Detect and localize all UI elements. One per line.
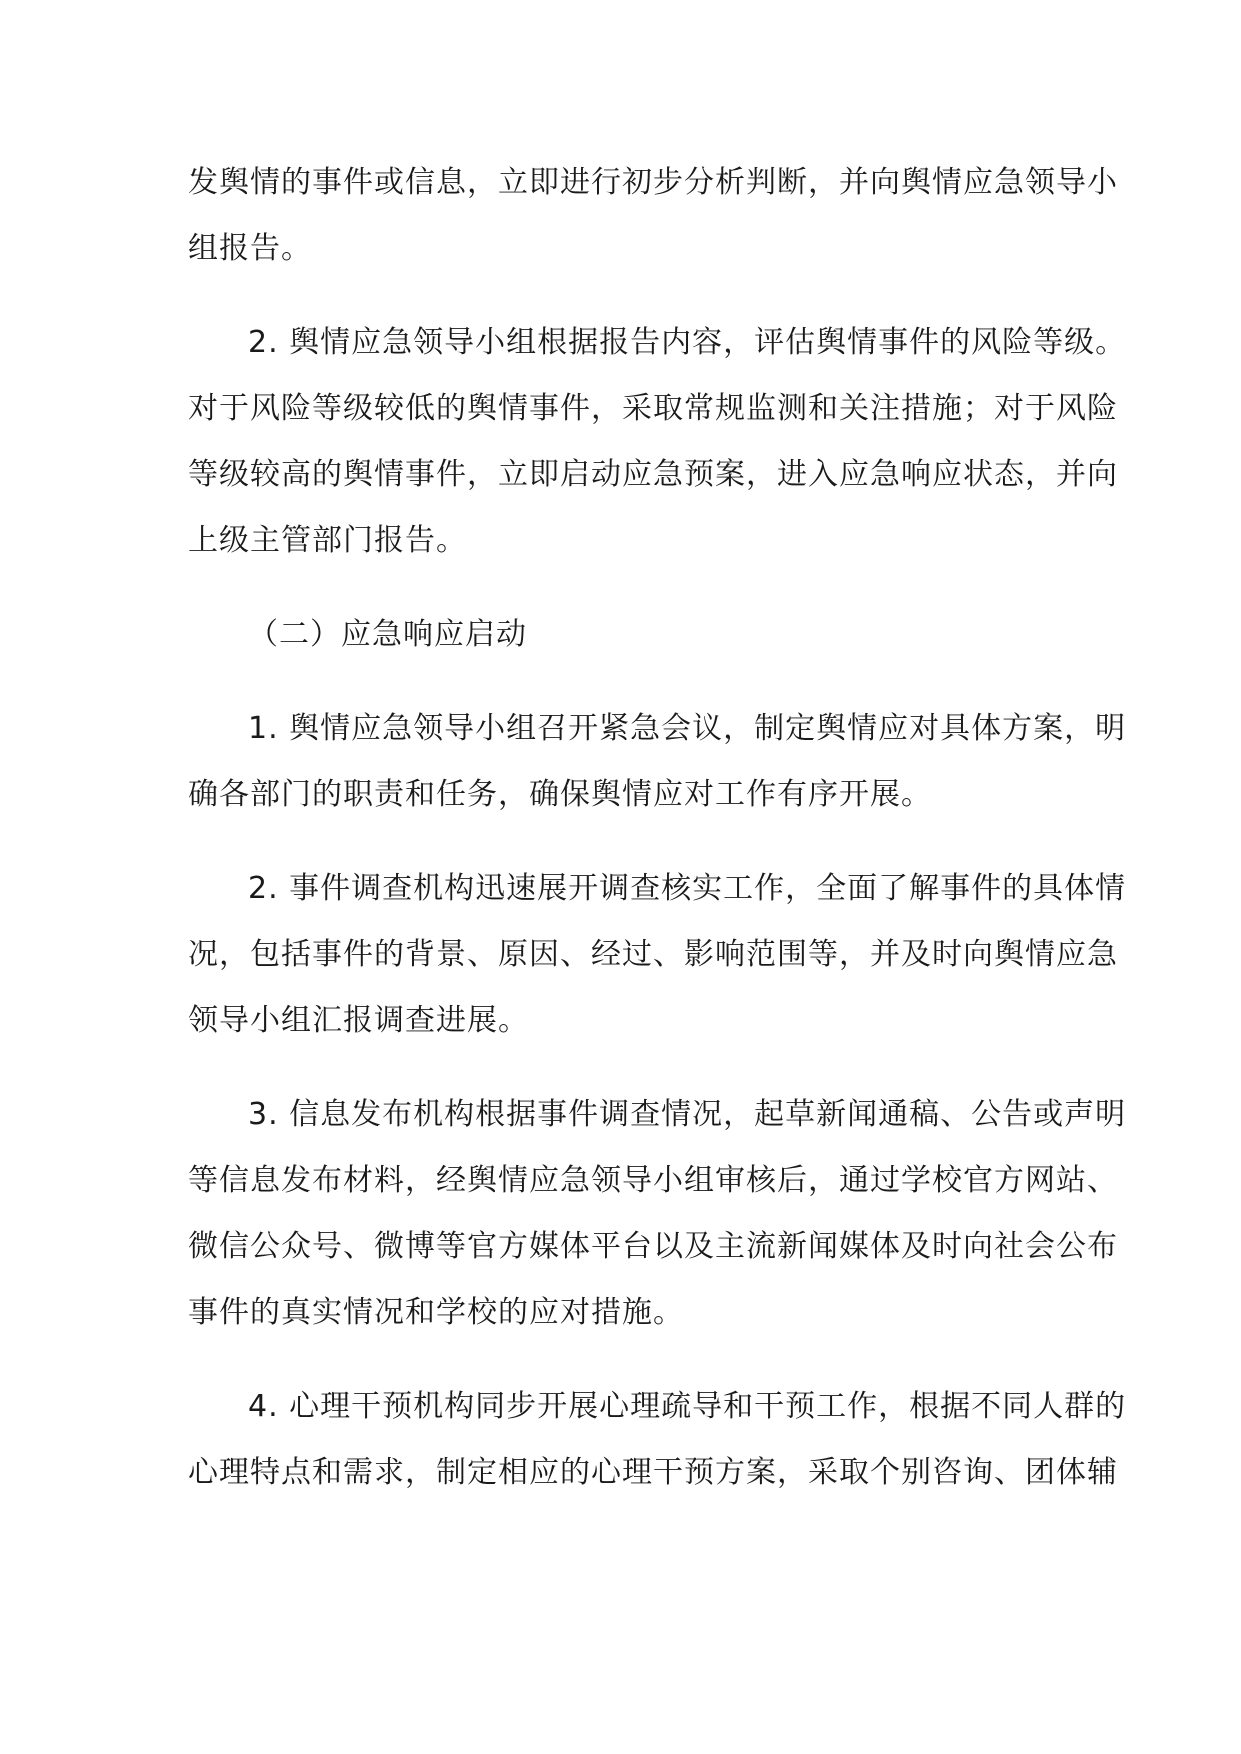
text-line: 上级主管部门报告。 [188, 523, 467, 558]
text-line: 况，包括事件的背景、原因、经过、影响范围等，并及时向舆情应急 [188, 937, 1118, 972]
paragraph-item-3-information-release [188, 1082, 1127, 1346]
text-line: 3. 信息发布机构根据事件调查情况，起草新闻通稿、公告或声明 [248, 1097, 1127, 1132]
text-line: 领导小组汇报调查进展。 [188, 1003, 529, 1038]
text-line: 对于风险等级较低的舆情事件，采取常规监测和关注措施；对于风险 [188, 391, 1118, 426]
text-line: 2. 事件调查机构迅速展开调查核实工作，全面了解事件的具体情 [248, 871, 1127, 906]
paragraph-item-2-investigation [188, 856, 1127, 1054]
text-line: 等信息发布材料，经舆情应急领导小组审核后，通过学校官方网站、 [188, 1163, 1118, 1198]
paragraph-item-4-psychological-intervention [188, 1374, 1127, 1506]
section-heading [188, 602, 1052, 668]
text-line: 组报告。 [188, 231, 312, 266]
heading-line: （二）应急响应启动 [248, 617, 527, 652]
text-line: 事件的真实情况和学校的应对措施。 [188, 1295, 684, 1330]
text-line: 等级较高的舆情事件，立即启动应急预案，进入应急响应状态，并向 [188, 457, 1118, 492]
text-line: 微信公众号、微博等官方媒体平台以及主流新闻媒体及时向社会公布 [188, 1229, 1118, 1264]
paragraph-item-2-risk-assessment [188, 310, 1127, 574]
document-body [188, 150, 1127, 1506]
text-line: 2. 舆情应急领导小组根据报告内容，评估舆情事件的风险等级。 [248, 325, 1127, 360]
text-line: 心理特点和需求，制定相应的心理干预方案，采取个别咨询、团体辅 [188, 1455, 1118, 1490]
text-line: 发舆情的事件或信息，立即进行初步分析判断，并向舆情应急领导小 [188, 165, 1118, 200]
paragraph-item-1-emergency-meeting [188, 696, 1127, 828]
text-line: 确各部门的职责和任务，确保舆情应对工作有序开展。 [188, 777, 932, 812]
text-line: 4. 心理干预机构同步开展心理疏导和干预工作，根据不同人群的 [248, 1389, 1127, 1424]
paragraph-continued [188, 150, 1118, 282]
text-line: 1. 舆情应急领导小组召开紧急会议，制定舆情应对具体方案，明 [248, 711, 1127, 746]
